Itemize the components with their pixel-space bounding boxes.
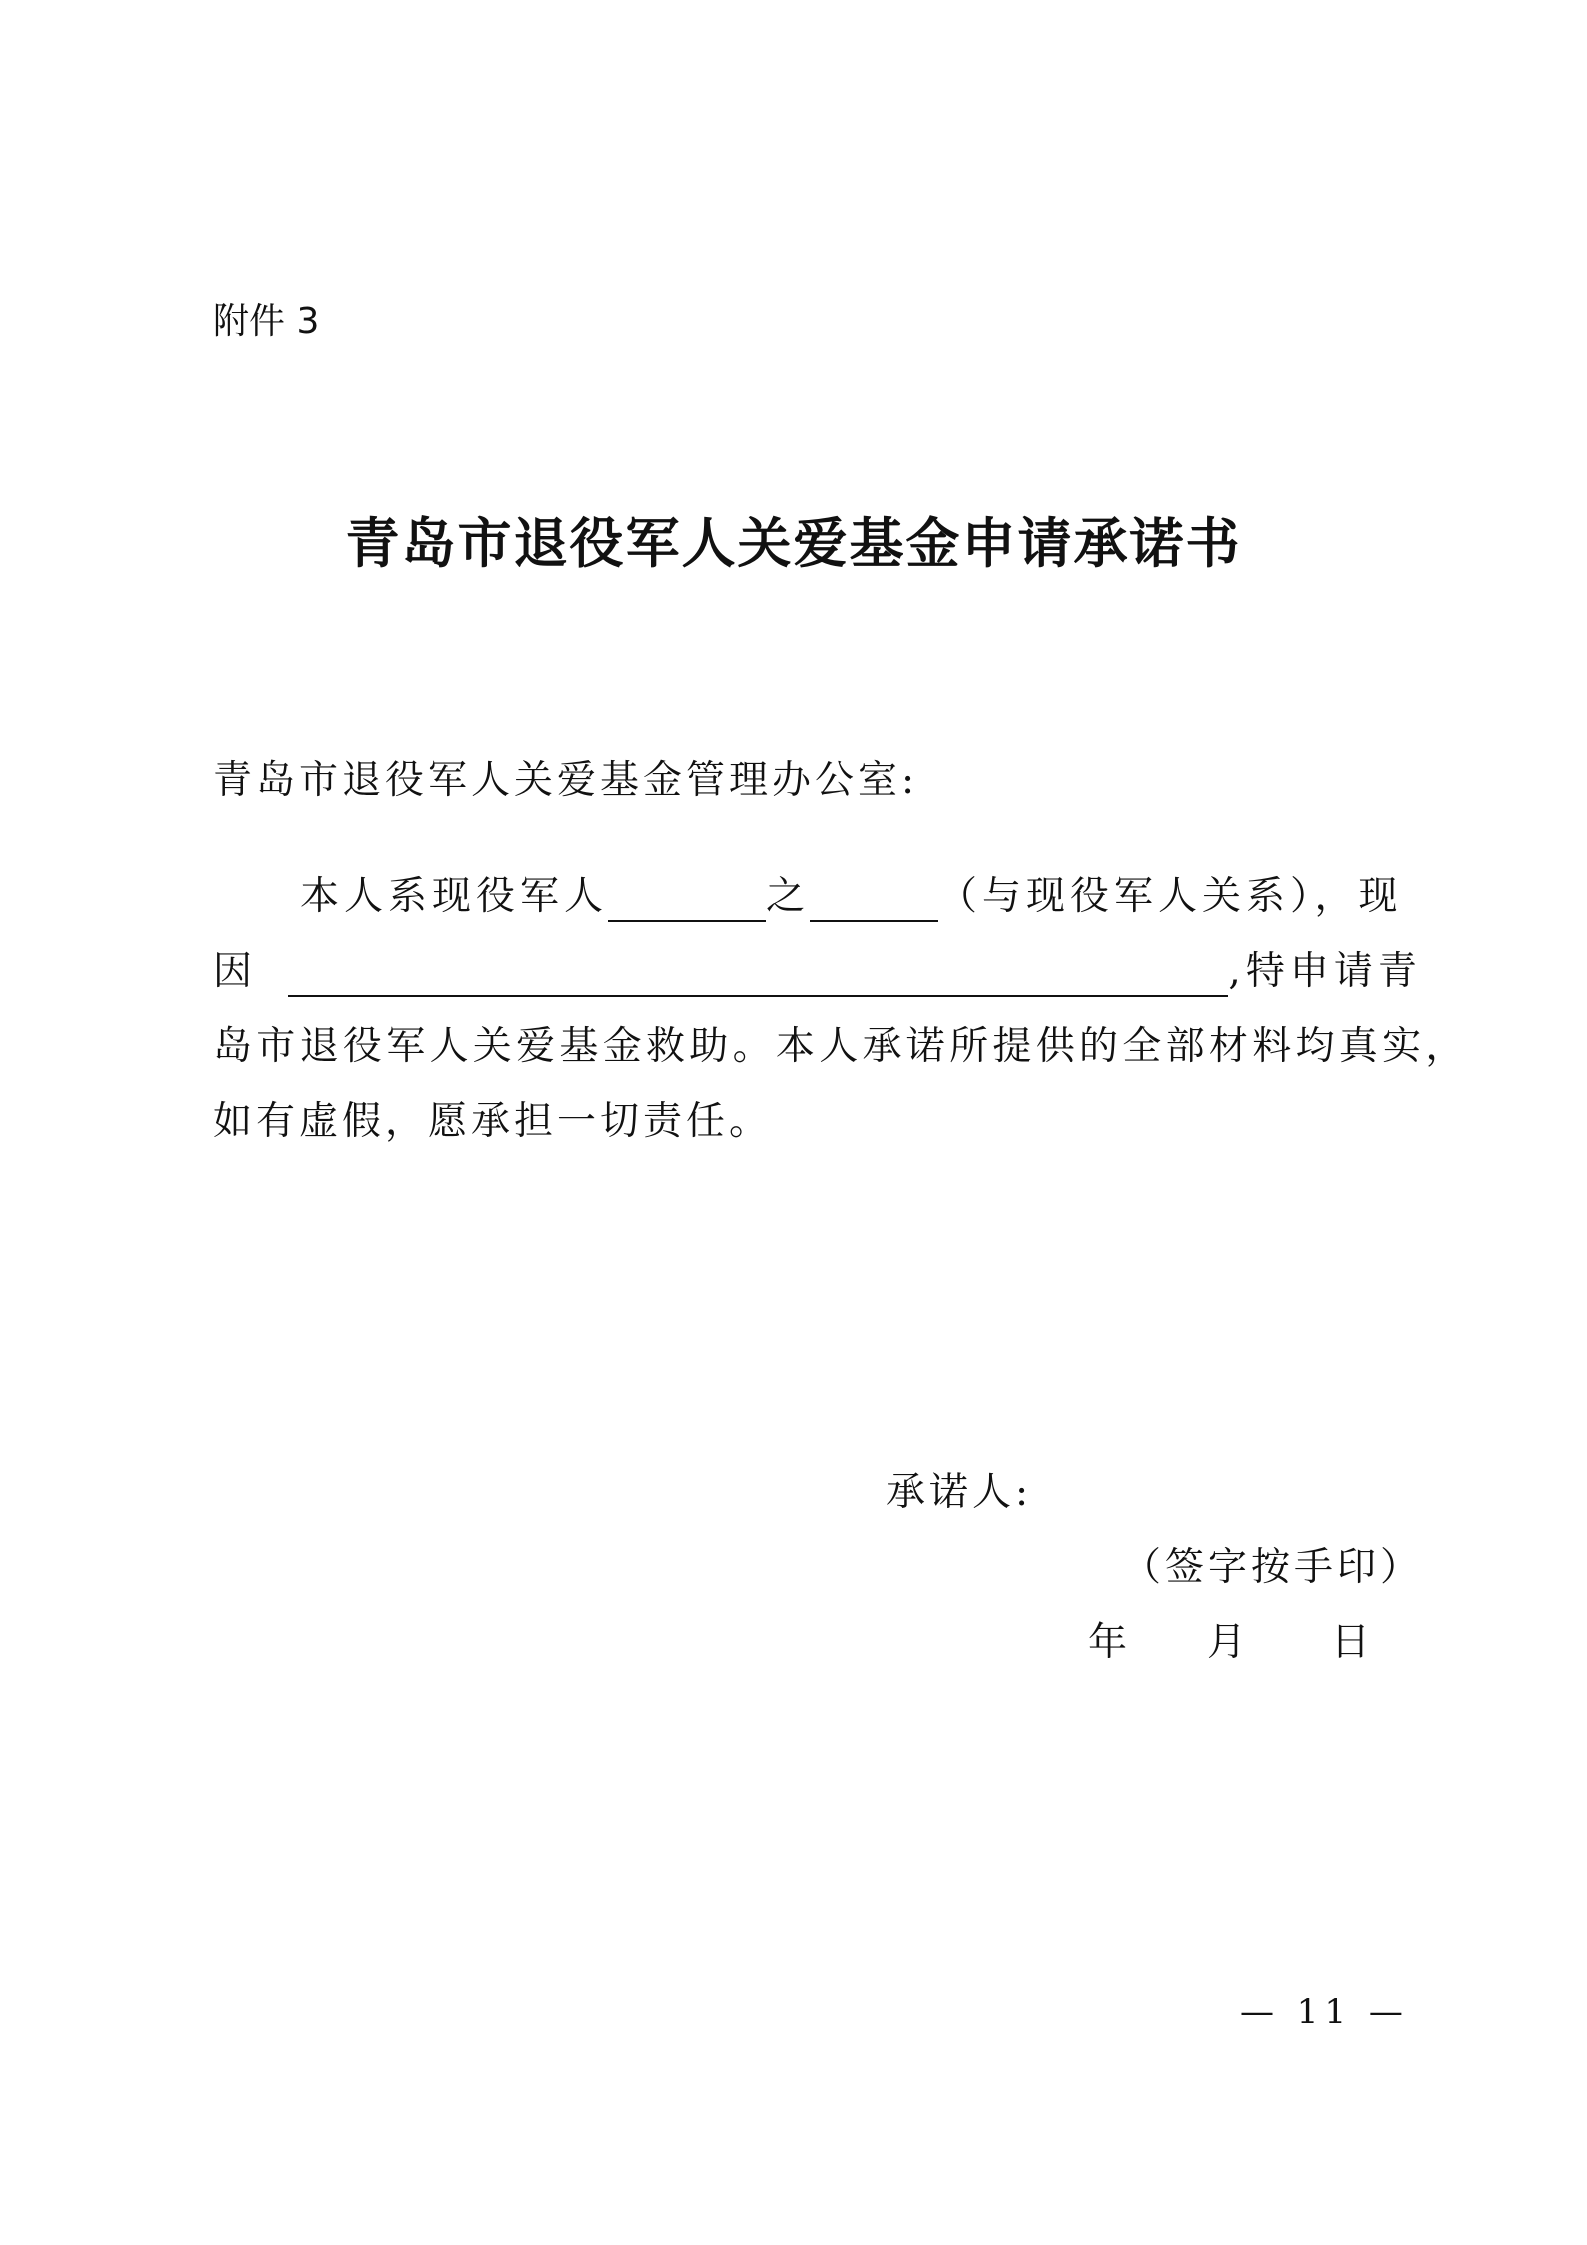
document-title: 青岛市退役军人关爱基金申请承诺书	[345, 511, 1242, 575]
body-line-3: 岛市退役军人关爱基金救助。本人承诺所提供的全部材料均真实，	[213, 1024, 1469, 1069]
body-line-2-text-a: 因	[213, 949, 258, 994]
date-year-label: 年	[1088, 1620, 1128, 1665]
date-line	[1088, 1618, 1370, 1668]
body-line-1	[300, 872, 1403, 922]
body-line-2-text-b: ,特申请青	[1228, 949, 1422, 994]
date-day-label: 日	[1331, 1620, 1371, 1665]
body-line-1-text-b: 之	[766, 874, 811, 919]
date-month-label: 月	[1207, 1620, 1247, 1665]
body-line-2	[213, 947, 1422, 997]
sign-note: （签字按手印）	[1122, 1545, 1424, 1590]
promiser-label: 承诺人:	[886, 1470, 1033, 1515]
page-number: — 11 —	[1240, 1992, 1409, 2032]
body-line-4: 如有虚假，愿承担一切责任。	[213, 1099, 773, 1144]
body-line-1-text-c: （与现役军人关系），现	[938, 874, 1403, 919]
soldier-name-blank[interactable]	[608, 882, 766, 922]
relationship-blank[interactable]	[810, 882, 938, 922]
attachment-label: 附件 3	[213, 301, 320, 342]
addressee: 青岛市退役军人关爱基金管理办公室:	[213, 758, 919, 803]
body-line-1-text-a: 本人系现役军人	[300, 874, 609, 919]
reason-blank[interactable]	[288, 957, 1228, 997]
